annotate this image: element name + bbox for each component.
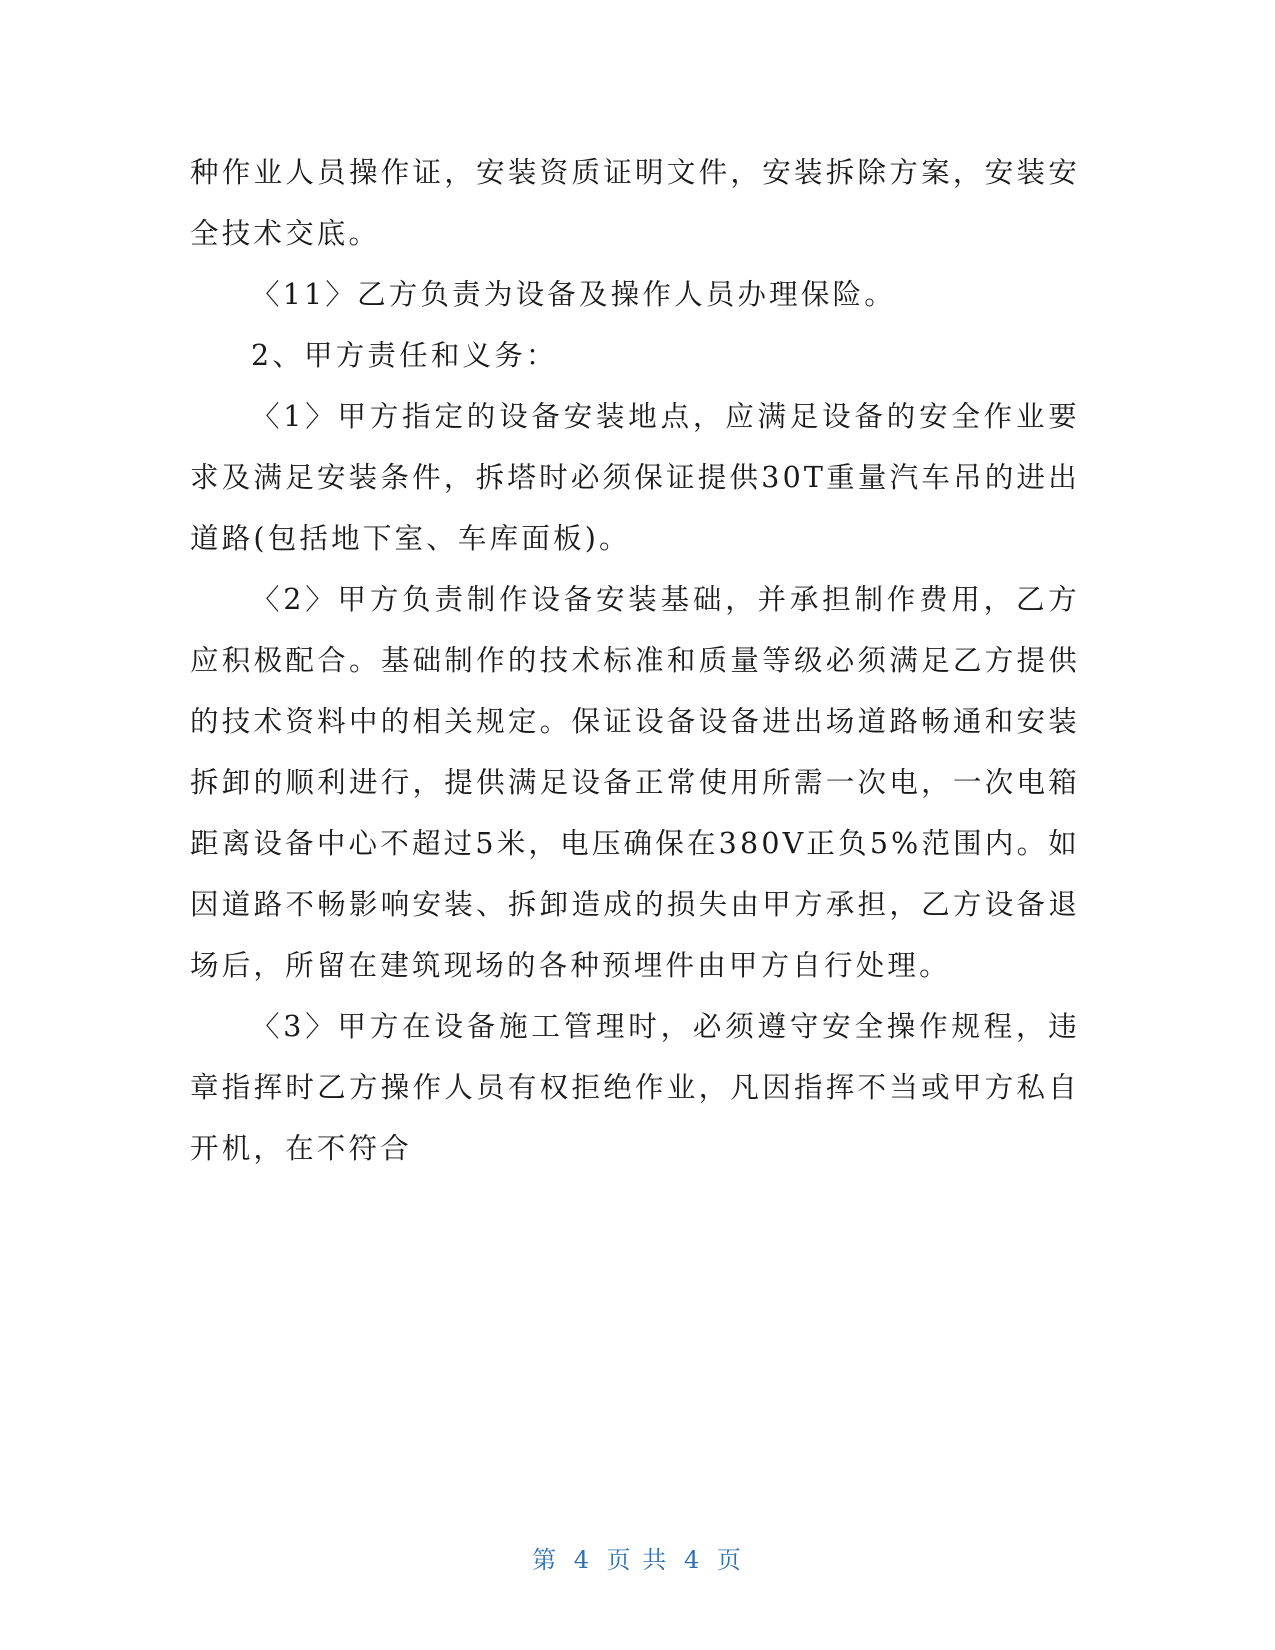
paragraph-6: 〈3〉甲方在设备施工管理时，必须遵守安全操作规程，违章指挥时乙方操作人员有权拒绝作业，凡因指挥不当或甲方私自开机，在不符合 <box>190 1010 1080 1165</box>
page-footer <box>0 1540 1275 1575</box>
paragraph-1: 种作业人员操作证，安装资质证明文件，安装拆除方案，安装安全技术交底。 <box>190 156 1080 250</box>
footer-middle: 页 共 <box>606 1546 669 1574</box>
document-body <box>190 142 1080 1179</box>
footer-current-page: 4 <box>573 1546 592 1574</box>
paragraph-4: 〈1〉甲方指定的设备安装地点，应满足设备的安全作业要求及满足安装条件，拆塔时必须保证提供30T重量汽车吊的进出道路(包括地下室、车库面板)。 <box>190 400 1080 555</box>
footer-total-pages: 4 <box>683 1546 702 1574</box>
footer-suffix: 页 <box>716 1546 743 1574</box>
footer-prefix: 第 <box>532 1546 559 1574</box>
paragraph-2: 〈11〉乙方负责为设备及操作人员办理保险。 <box>251 278 896 311</box>
paragraph-3: 2、甲方责任和义务： <box>251 339 558 372</box>
paragraph-5: 〈2〉甲方负责制作设备安装基础，并承担制作费用，乙方应积极配合。基础制作的技术标准和质量等级必须满足乙方提供的技术资料中的相关规定。保证设备设备进出场道路畅通和安装拆卸的顺利进行，提供满足设备正常使用所需一次电，一次电箱距离设备中心不超过5米，电压确保在380V正负5%范围内。如因道路不畅影响安装、拆卸造成的损失由甲方承担，乙方设备退场后，所留在建筑现场的各种预埋件由甲方自行处理。 <box>190 583 1080 982</box>
